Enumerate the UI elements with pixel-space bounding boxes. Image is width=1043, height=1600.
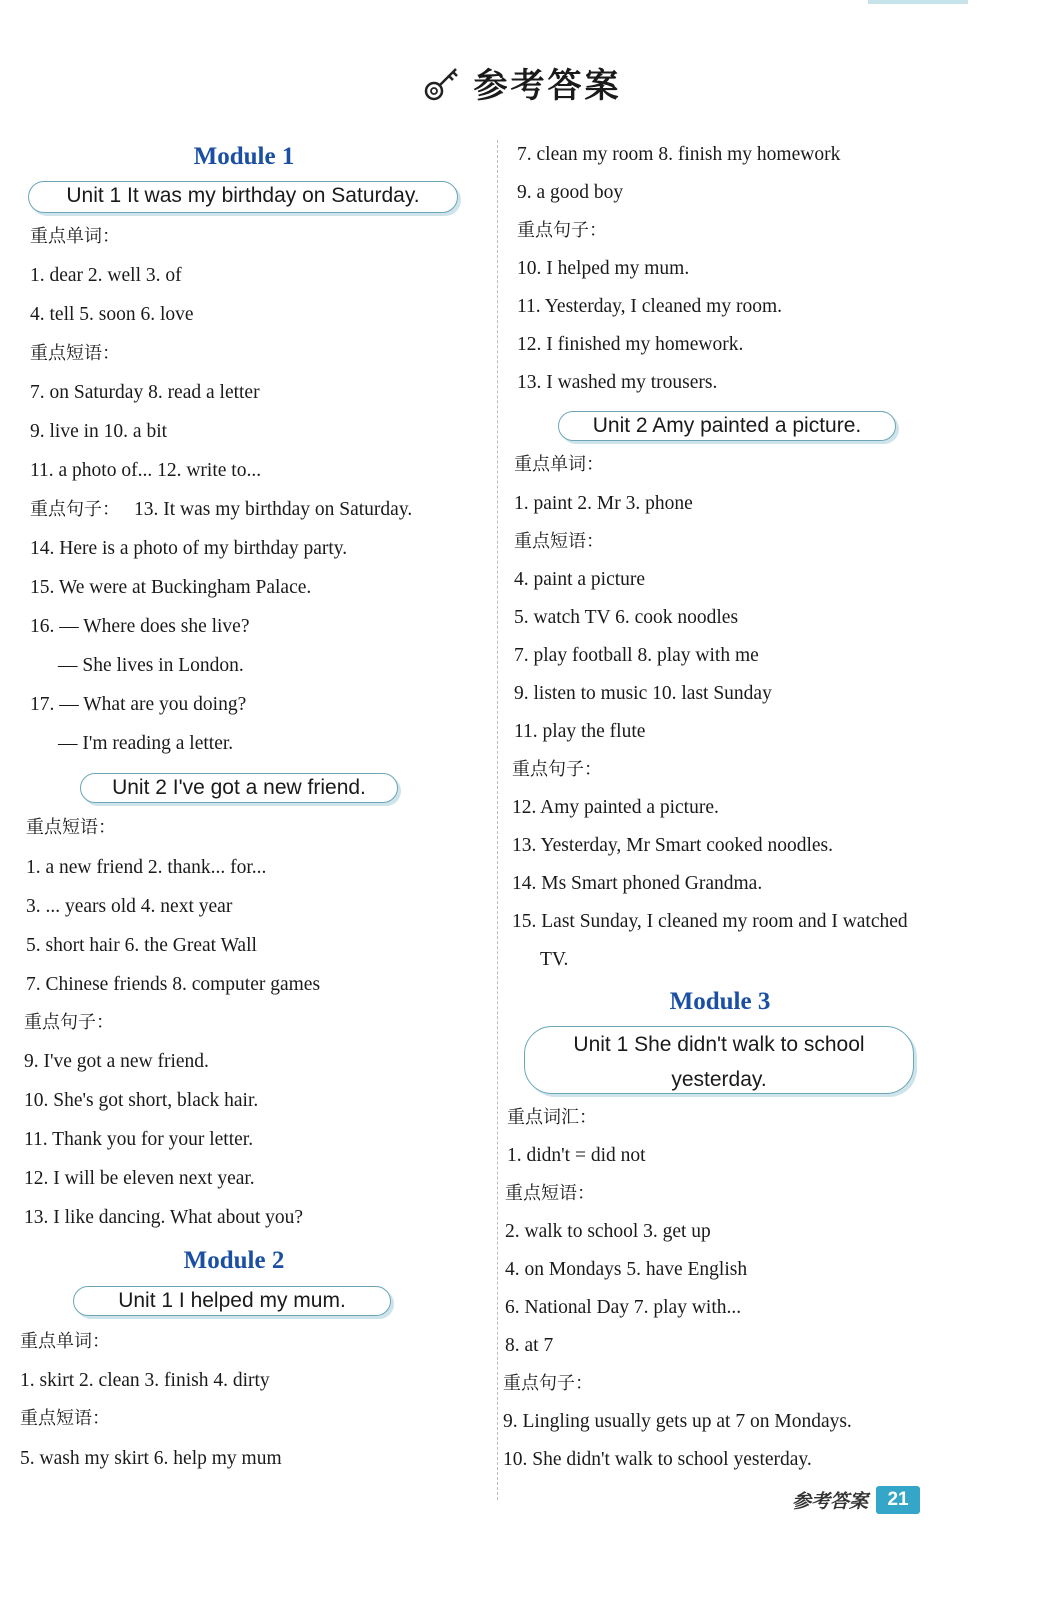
unit-heading: Unit 1 It was my birthday on Saturday.	[28, 181, 458, 213]
page-number: 21	[876, 1486, 920, 1514]
answer-line: 12. Amy painted a picture.	[512, 797, 719, 818]
answer-line: 3. ... years old 4. next year	[26, 896, 233, 917]
answer-line: 4. tell 5. soon 6. love	[30, 304, 194, 325]
answer-line: 11. Yesterday, I cleaned my room.	[517, 296, 782, 317]
answer-line: 16. — Where does she live?	[30, 616, 250, 637]
answer-line: 7. on Saturday 8. read a letter	[30, 382, 260, 403]
answer-line: 11. play the flute	[514, 721, 646, 742]
answer-line: 1. dear 2. well 3. of	[30, 265, 182, 286]
section-label: 重点短语：	[514, 531, 604, 552]
column-divider	[497, 140, 498, 1500]
answer-line: 13. It was my birthday on Saturday.	[134, 499, 413, 520]
answer-line: 1. a new friend 2. thank... for...	[26, 857, 267, 878]
answer-line: 2. walk to school 3. get up	[505, 1221, 711, 1242]
answer-line: 5. short hair 6. the Great Wall	[26, 935, 257, 956]
section-label: 重点词汇：	[507, 1107, 597, 1128]
answer-line: 14. Here is a photo of my birthday party.	[30, 538, 348, 559]
answer-line: 4. paint a picture	[514, 569, 646, 590]
section-label: 重点短语：	[30, 343, 120, 364]
unit-heading: Unit 2 Amy painted a picture.	[558, 411, 896, 441]
section-label: 重点句子：	[503, 1373, 593, 1394]
answer-line: 5. watch TV 6. cook noodles	[514, 607, 739, 628]
answer-line: 10. She's got short, black hair.	[24, 1090, 259, 1111]
answer-line: 9. I've got a new friend.	[24, 1051, 209, 1072]
answer-line: 9. listen to music 10. last Sunday	[514, 683, 772, 704]
answer-line: 9. a good boy	[517, 182, 624, 203]
answer-line: 4. on Mondays 5. have English	[505, 1259, 748, 1280]
answer-line: 5. wash my skirt 6. help my mum	[20, 1448, 282, 1469]
page-footer	[792, 1486, 920, 1520]
answer-line: 12. I finished my homework.	[517, 334, 744, 355]
page-title	[0, 58, 1043, 108]
answer-line: 13. I washed my trousers.	[517, 372, 718, 393]
answer-line: 9. Lingling usually gets up at 7 on Mondays.	[503, 1411, 852, 1432]
answer-line: 13. I like dancing. What about you?	[24, 1207, 304, 1228]
section-label: 重点短语：	[20, 1408, 110, 1429]
section-label: 重点句子：	[512, 759, 602, 780]
section-label: 重点句子：	[30, 499, 120, 520]
footer-label: 参考答案	[792, 1490, 869, 1513]
answer-line: 14. Ms Smart phoned Grandma.	[512, 873, 763, 894]
unit-heading: Unit 1 I helped my mum.	[73, 1286, 391, 1316]
unit-heading-line2: yesterday.	[671, 1068, 767, 1091]
answer-line: 10. She didn't walk to school yesterday.	[503, 1449, 812, 1470]
answer-line: 1. didn't = did not	[507, 1145, 646, 1166]
answer-line: 15. We were at Buckingham Palace.	[30, 577, 312, 598]
unit-heading: Unit 2 I've got a new friend.	[80, 773, 398, 803]
answer-line: 9. live in 10. a bit	[30, 421, 168, 442]
answer-line: 17. — What are you doing?	[30, 694, 247, 715]
unit-heading	[524, 1026, 914, 1094]
section-label: 重点单词：	[30, 226, 120, 247]
title-text: 参考答案	[473, 66, 622, 106]
answer-line: 1. skirt 2. clean 3. finish 4. dirty	[20, 1370, 270, 1391]
answer-line: — I'm reading a letter.	[58, 733, 234, 754]
answer-line: 1. paint 2. Mr 3. phone	[514, 493, 693, 514]
module-1-heading: Module 1	[193, 143, 295, 170]
module-2-heading: Module 2	[183, 1247, 285, 1274]
answer-line: 6. National Day 7. play with...	[505, 1297, 742, 1318]
section-label: 重点短语：	[26, 817, 116, 838]
key-icon	[422, 63, 462, 103]
answer-line: 7. clean my room 8. finish my homework	[517, 144, 841, 165]
section-label: 重点单词：	[20, 1331, 110, 1352]
top-decoration-bar	[868, 0, 968, 4]
unit-heading-line1: Unit 1 She didn't walk to school	[573, 1033, 865, 1056]
answer-line: TV.	[540, 949, 569, 970]
answer-line: — She lives in London.	[58, 655, 244, 676]
answer-line: 7. Chinese friends 8. computer games	[26, 974, 321, 995]
answer-line: 8. at 7	[505, 1335, 554, 1356]
section-label: 重点短语：	[505, 1183, 595, 1204]
answer-line: 12. I will be eleven next year.	[24, 1168, 255, 1189]
answer-line: 10. I helped my mum.	[517, 258, 690, 279]
answer-line: 11. Thank you for your letter.	[24, 1129, 254, 1150]
module-3-heading: Module 3	[669, 988, 771, 1015]
answer-line: 15. Last Sunday, I cleaned my room and I watched	[512, 911, 908, 932]
section-label: 重点句子：	[517, 220, 607, 241]
answer-line: 7. play football 8. play with me	[514, 645, 759, 666]
section-label: 重点单词：	[514, 454, 604, 475]
answer-line: 13. Yesterday, Mr Smart cooked noodles.	[512, 835, 833, 856]
section-label: 重点句子：	[24, 1012, 114, 1033]
answer-line: 11. a photo of... 12. write to...	[30, 460, 262, 481]
